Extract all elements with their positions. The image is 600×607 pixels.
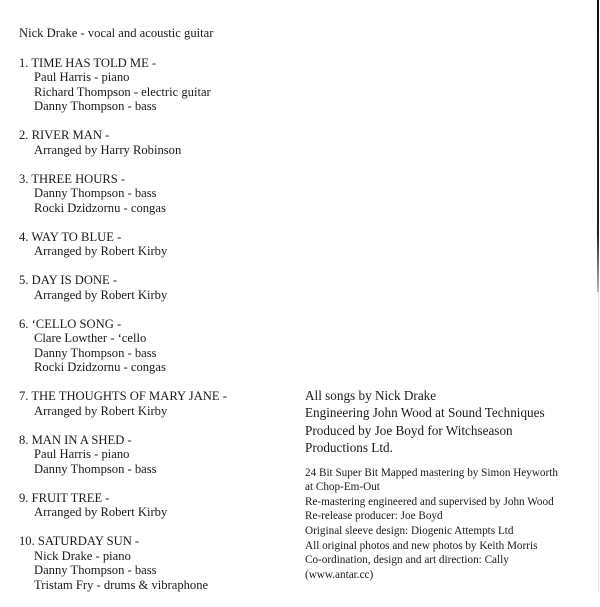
track-title: 5. DAY IS DONE - — [19, 273, 118, 287]
track-credit: Clare Lowther - ‘cello — [34, 331, 147, 345]
track-credits-column — [19, 26, 309, 607]
track-credit: Danny Thompson - bass — [34, 345, 157, 360]
track-title: 4. WAY TO BLUE - — [19, 229, 122, 244]
track-title: 3. THREE HOURS - — [19, 171, 126, 186]
main-credit-line: All songs by Nick Drake — [305, 388, 437, 403]
track-title: 2. RIVER MAN - — [19, 128, 110, 142]
track-item — [19, 230, 309, 259]
reissue-credit-line: 24 Bit Super Bit Mapped mastering by Simon Heyworth — [305, 466, 558, 479]
track-credit: Arranged by Robert Kirby — [34, 403, 168, 418]
reissue-credit-line: Re-release producer: Joe Boyd — [305, 510, 443, 523]
track-credit: Paul Harris - piano — [34, 447, 130, 461]
track-item — [19, 317, 309, 375]
track-credit: Arranged by Harry Robinson — [34, 142, 182, 157]
track-item — [19, 534, 309, 592]
track-credit: Arranged by Robert Kirby — [34, 287, 168, 302]
track-item — [19, 491, 309, 520]
track-item — [19, 433, 309, 477]
track-title: 9. FRUIT TREE - — [19, 490, 110, 505]
track-item — [19, 56, 309, 114]
track-title: 10. SATURDAY SUN - — [19, 534, 140, 548]
page-edge-shadow-faint — [598, 292, 599, 592]
track-title: 7. THE THOUGHTS OF MARY JANE - — [19, 389, 227, 403]
reissue-credit-line: Re-mastering engineered and supervised by John Wood — [305, 495, 554, 508]
track-credit: Arranged by Robert Kirby — [34, 505, 168, 519]
track-credit: Danny Thompson - bass — [34, 461, 157, 476]
main-credit-line: Produced by Joe Boyd for Witchseason — [305, 422, 513, 438]
reissue-credit-line: Co-ordination, design and art direction: Cally — [305, 554, 509, 567]
track-credit: Danny Thompson - bass — [34, 186, 157, 200]
reissue-credit-line: All original photos and new photos by Keith Morris — [305, 539, 538, 552]
track-credit: Nick Drake - piano — [34, 548, 131, 563]
track-credit: Rocki Dzidzornu - congas — [34, 360, 166, 374]
track-credit: Danny Thompson - bass — [34, 99, 157, 113]
intro-line: Nick Drake - vocal and acoustic guitar — [19, 26, 214, 40]
track-item — [19, 273, 309, 302]
track-credit: Tristam Fry - drums & vibraphone — [34, 577, 209, 592]
reissue-credit-line: (www.antar.cc) — [305, 568, 374, 581]
track-item — [19, 389, 309, 418]
track-credit: Richard Thompson - electric guitar — [34, 84, 211, 99]
reissue-credit-line: at Chop-Em-Out — [305, 481, 380, 494]
album-credits-column — [305, 387, 590, 582]
page-edge-shadow — [597, 0, 599, 292]
track-credit: Rocki Dzidzornu - congas — [34, 200, 166, 215]
main-credits — [305, 387, 590, 457]
reissue-credits — [305, 466, 590, 583]
track-item — [19, 172, 309, 216]
track-credit: Danny Thompson - bass — [34, 563, 157, 577]
track-item — [19, 128, 309, 157]
track-credit: Arranged by Robert Kirby — [34, 244, 168, 258]
reissue-credit-line: Original sleeve design: Diogenic Attempts Ltd — [305, 525, 514, 537]
main-credit-line: Productions Ltd. — [305, 440, 393, 456]
track-title: 1. TIME HAS TOLD ME - — [19, 55, 157, 70]
main-credit-line: Engineering John Wood at Sound Techniques — [305, 405, 545, 421]
track-title: 8. MAN IN A SHED - — [19, 432, 132, 447]
track-title: 6. ‘CELLO SONG - — [19, 316, 122, 331]
track-credit: Paul Harris - piano — [34, 70, 130, 84]
